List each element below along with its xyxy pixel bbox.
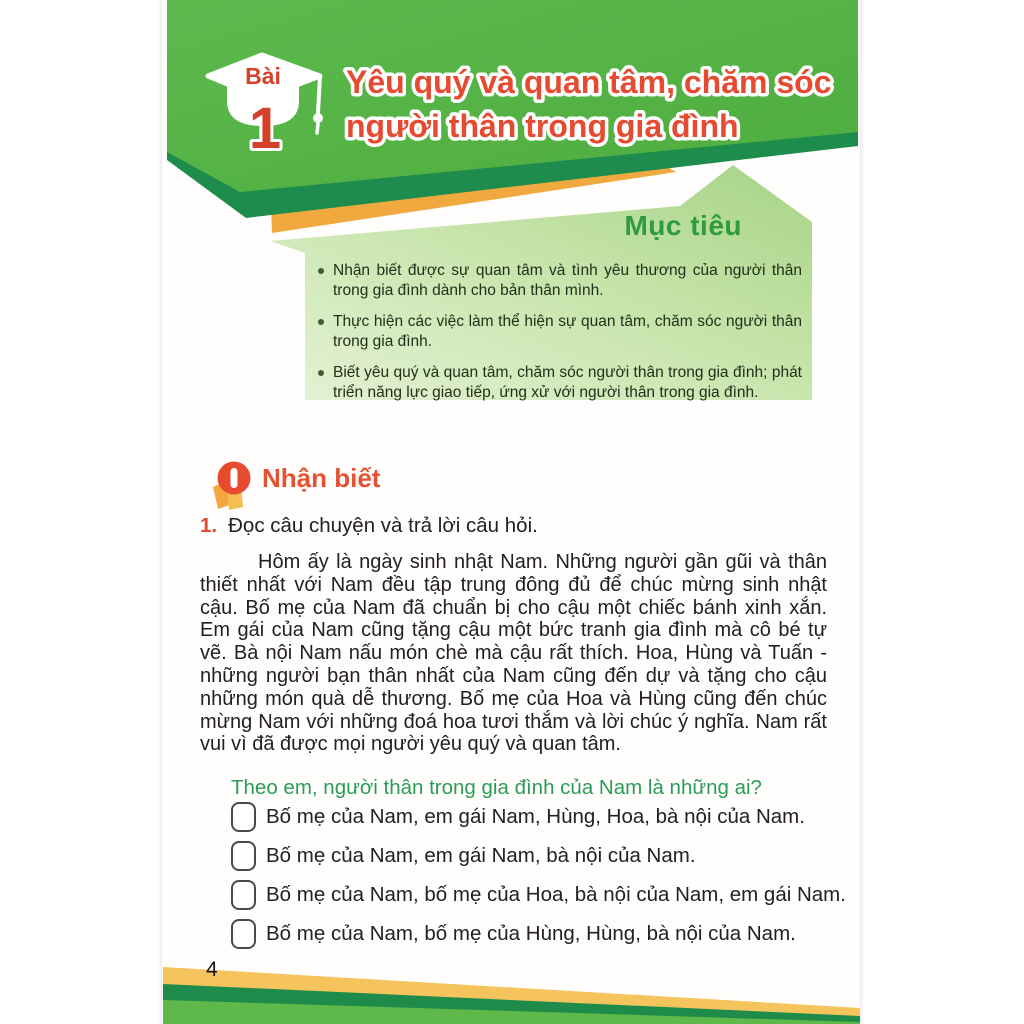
answer-checkbox[interactable] xyxy=(231,919,256,949)
objective-item xyxy=(316,312,802,352)
objective-item xyxy=(316,363,802,403)
exercise-instruction xyxy=(200,514,538,538)
answer-option-label: Bố mẹ của Nam, bố mẹ của Hoa, bà nội của Nam, em gái Nam. xyxy=(266,883,846,906)
lesson-title-line2: người thân trong gia đình xyxy=(346,108,739,144)
objectives-list xyxy=(316,261,802,414)
cap-tassel-cord xyxy=(318,77,320,112)
lesson-label: Bài xyxy=(245,63,281,89)
exercise-number: 1. xyxy=(200,514,218,537)
objective-item xyxy=(316,261,802,301)
answer-options xyxy=(231,802,846,958)
lesson-number: 1 xyxy=(248,96,282,161)
bullet-icon xyxy=(318,268,324,274)
bullet-icon xyxy=(318,319,324,325)
answer-checkbox[interactable] xyxy=(231,802,256,832)
answer-option-row xyxy=(231,880,846,910)
cap-tassel-bead xyxy=(313,113,323,123)
exercise-instruction-text: Đọc câu chuyện và trả lời câu hỏi. xyxy=(228,514,538,537)
answer-option-row xyxy=(231,841,831,871)
objective-text: Nhận biết được sự quan tâm và tình yêu thương của người thân trong gia đình dành cho bản thân mình. xyxy=(333,262,802,299)
answer-option-row xyxy=(231,802,831,832)
ribbon-medal-mark xyxy=(231,468,238,488)
answer-option-label: Bố mẹ của Nam, bố mẹ của Hùng, Hùng, bà nội của Nam. xyxy=(266,922,796,945)
answer-checkbox[interactable] xyxy=(231,880,256,910)
answer-checkbox[interactable] xyxy=(231,841,256,871)
section-title: Nhận biết xyxy=(262,463,381,493)
objectives-title: Mục tiêu xyxy=(624,210,742,241)
exercise-question: Theo em, người thân trong gia đình của Nam là những ai? xyxy=(231,776,762,799)
objective-text: Thực hiện các việc làm thể hiện sự quan tâm, chăm sóc người thân trong gia đình. xyxy=(333,313,802,350)
award-ribbon-icon xyxy=(213,462,251,511)
bullet-icon xyxy=(318,370,324,376)
answer-option-row xyxy=(231,919,831,949)
answer-option-label: Bố mẹ của Nam, em gái Nam, Hùng, Hoa, bà nội của Nam. xyxy=(266,805,805,828)
story-paragraph: Hôm ấy là ngày sinh nhật Nam. Những người gần gũi và thân thiết nhất với Nam đều tập trung đông đủ để chúc mừng sinh nhật cậu. Bố mẹ của Nam đã chuẩn bị cho cậu một chiếc bánh xinh xắn. Em gái của Nam cũng tặng cậu một bức tranh gia đình mà cô bé tự vẽ. Bà nội Nam nấu món chè mà cậu rất thích. Hoa, Hùng và Tuấn - những người bạn thân nhất của Nam cũng đến dự và tặng cho cậu những món quà dễ thương. Bố mẹ của Hoa và Hùng cũng đến chúc mừng Nam với những đoá hoa tươi thắm và lời chúc ý nghĩa. Nam rất vui vì đã được mọi người yêu quý và quan tâm. xyxy=(200,551,827,756)
cap-tassel-tail xyxy=(317,124,318,133)
page-number: 4 xyxy=(206,958,218,981)
lesson-title-line1: Yêu quý và quan tâm, chăm sóc xyxy=(346,64,832,100)
objective-text: Biết yêu quý và quan tâm, chăm sóc người thân trong gia đình; phát triển năng lực giao tiếp, ứng xử với người thân trong gia đình. xyxy=(333,364,802,401)
answer-option-label: Bố mẹ của Nam, em gái Nam, bà nội của Nam. xyxy=(266,844,696,867)
